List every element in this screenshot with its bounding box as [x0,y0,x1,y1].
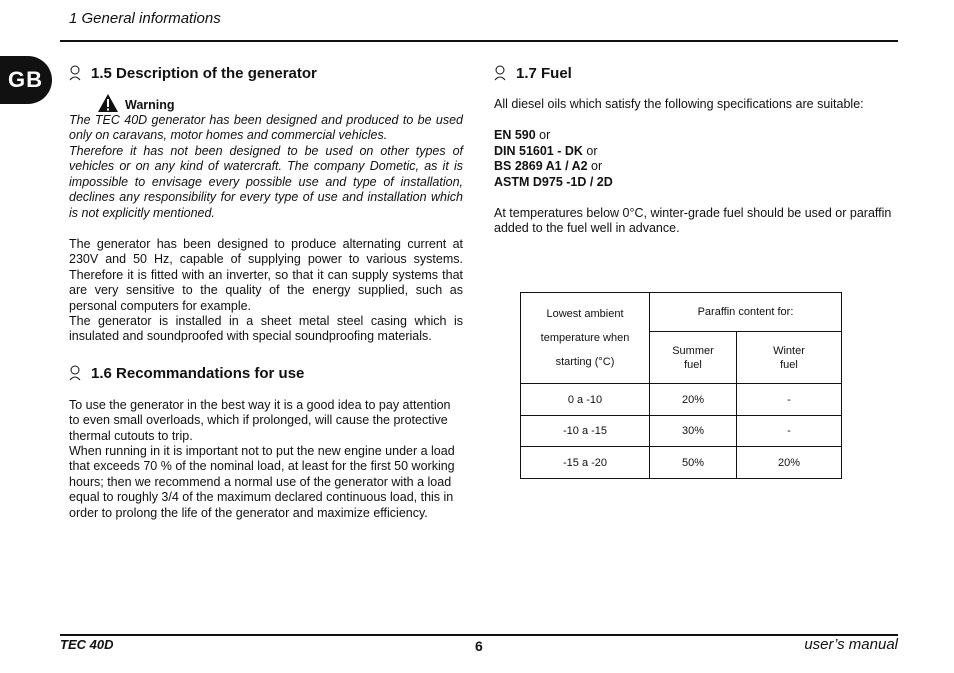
cell-temperature: -10 a -15 [521,416,650,447]
table-row [521,416,842,447]
header-line: Summer [672,344,714,357]
cell-temperature: -15 a -20 [521,447,650,479]
header-line: fuel [684,358,702,371]
cell-winter: 20% [737,447,842,479]
fuel-spec-item [494,159,613,175]
warning-text-2: Therefore it has not been designed to be used on other types of vehicles or on any kind of watercraft. The company Dometic, as it is impossible to envisage every possible use and type of installation, declines any responsibility for every type of use and installation which is not explicitly mentioned. [69,144,463,220]
header-line: temperature when [540,332,630,344]
fuel-winter-note: At temperatures below 0°C, winter-grade fuel should be used or paraffin added to the fuel well in advance. [494,206,892,236]
section-header-title: 1 General informations [69,10,221,27]
page-number: 6 [475,638,483,654]
heading-recommandations [69,365,304,382]
spec-suffix: or [535,128,551,142]
fuel-intro: All diesel oils which satisfy the following specifications are suitable: [494,97,864,111]
footer-model: TEC 40D [60,637,114,652]
table-row [521,447,842,479]
fuel-spec-item [494,128,613,144]
cell-summer: 30% [650,416,737,447]
description-paragraph-1: The generator has been designed to produce alternating current at 230V and 50 Hz, capable of supplying power to various systems. Therefore it is fitted with an inverter, so that it can supply systems that are very sensitive to the quality of the energy supplied, such as personal computers for example. [69,237,463,313]
fuel-spec-item [494,144,613,160]
footer-divider [60,634,898,636]
spec-name: DIN 51601 - DK [494,143,583,158]
footer-manual-title: user’s manual [804,636,898,653]
table-header-winter [737,332,842,384]
warning-text-1: The TEC 40D generator has been designed and produced to be used only on caravans, motor homes and commercial vehicles. [69,113,463,143]
cell-winter: - [737,416,842,447]
header-line: Lowest ambient [546,308,624,320]
table-header-summer [650,332,737,384]
table-header-paraffin: Paraffin content for: [650,293,842,332]
language-tab-gb: GB [0,56,52,104]
header-line: starting (°C) [555,356,615,368]
table-row [521,384,842,416]
warning-triangle-icon [97,93,119,113]
paraffin-table [520,292,842,479]
heading-text: 1.6 Recommandations for use [91,365,305,382]
header-line: fuel [780,358,798,371]
spec-name: ASTM D975 -1D / 2D [494,174,613,189]
cell-winter: - [737,384,842,416]
cell-temperature: 0 a -10 [521,384,650,416]
spec-suffix: or [587,159,603,173]
spec-name: EN 590 [494,128,536,142]
fuel-spec-list [494,128,613,190]
fuel-spec-item [494,175,613,191]
warning-label [97,93,175,113]
recommandations-paragraph-2: When running in it is important not to put the new engine under a load that exceeds 70 % of the nominal load, at least for the first 50 working hours; then we recommend a normal use of the generator with a load equal to roughly 3/4 of the maximum declared continuous load, this in order to prolong the life of the generator and maximize efficiency. [69,444,455,520]
heading-text: 1.5 Description of the generator [91,65,317,82]
bullet-icon [69,65,81,81]
bullet-icon [494,65,506,81]
heading-fuel [494,65,572,82]
recommandations-paragraph-1: To use the generator in the best way it is a good idea to pay attention to even small overloads, which if prolonged, will cause the protective thermal cutouts to trip. [69,398,451,443]
header-line: Winter [773,344,805,357]
header-divider [60,40,898,42]
spec-name: BS 2869 A1 / A2 [494,159,588,173]
cell-summer: 50% [650,447,737,479]
heading-description-generator [69,65,317,82]
cell-summer: 20% [650,384,737,416]
bullet-icon [69,365,81,381]
table-header-temperature [521,293,650,384]
description-paragraph-2: The generator is installed in a sheet metal steel casing which is insulated and soundproofed with special soundproofing materials. [69,314,463,344]
warning-label-text: Warning [125,98,175,112]
heading-text: 1.7 Fuel [516,65,572,82]
spec-suffix: or [582,143,598,158]
